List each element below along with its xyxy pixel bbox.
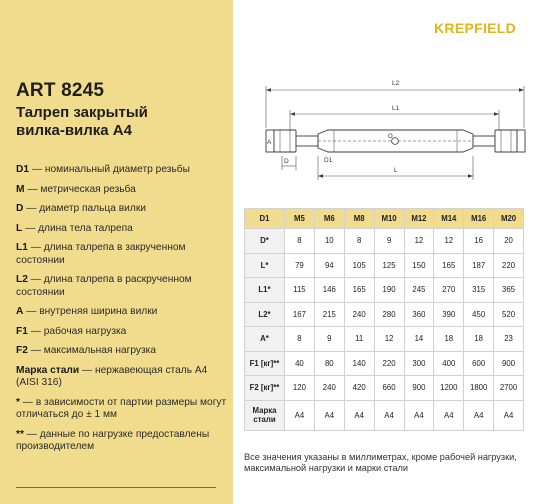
- column-header: M16: [464, 209, 494, 229]
- table-row: [245, 229, 524, 254]
- row-header: A*: [245, 327, 285, 352]
- table-cell: 14: [404, 327, 434, 352]
- definition-item: L1 — длина талрепа в закрученном состоянии: [16, 242, 186, 266]
- table-cell: 12: [374, 327, 404, 352]
- table-cell: 94: [314, 253, 344, 278]
- table-cell: 140: [344, 351, 374, 376]
- table-cell: 270: [434, 278, 464, 303]
- turnbuckle-drawing: [244, 70, 544, 190]
- column-header: M14: [434, 209, 464, 229]
- table-cell: A4: [494, 400, 524, 430]
- column-header: M5: [285, 209, 315, 229]
- table-cell: 18: [464, 327, 494, 352]
- table-cell: 450: [464, 302, 494, 327]
- column-header: D1: [245, 209, 285, 229]
- table-cell: 280: [374, 302, 404, 327]
- table-cell: 660: [374, 376, 404, 401]
- product-name: [16, 104, 226, 140]
- table-cell: A4: [464, 400, 494, 430]
- table-cell: 23: [494, 327, 524, 352]
- label-l2: L2: [392, 80, 400, 87]
- definition-item: L — длина тела талрепа: [16, 222, 133, 234]
- definition-item: D1 — номинальный диаметр резьбы: [16, 164, 190, 175]
- table-cell: 8: [344, 229, 374, 254]
- definition-item: * — в зависимости от партии размеры могут отличаться до ± 1 мм: [16, 396, 227, 420]
- table-cell: 240: [314, 376, 344, 401]
- table-row: [245, 376, 524, 401]
- label-d1: D1: [324, 157, 333, 164]
- column-header: M10: [374, 209, 404, 229]
- definition-item: ** — данные по нагрузке предоставлены производителем: [16, 428, 210, 452]
- table-cell: 900: [404, 376, 434, 401]
- divider: [16, 487, 216, 488]
- table-cell: 120: [285, 376, 315, 401]
- definition-item: F1 — рабочая нагрузка: [16, 325, 127, 337]
- table-cell: 240: [344, 302, 374, 327]
- table-cell: 16: [464, 229, 494, 254]
- definitions-list: [16, 164, 228, 461]
- table-cell: A4: [404, 400, 434, 430]
- label-l1: L1: [392, 105, 400, 112]
- table-row: [245, 253, 524, 278]
- table-cell: 40: [285, 351, 315, 376]
- table-cell: A4: [285, 400, 315, 430]
- table-cell: 420: [344, 376, 374, 401]
- right-fork: [495, 130, 517, 152]
- table-cell: 80: [314, 351, 344, 376]
- table-cell: 167: [285, 302, 315, 327]
- table-cell: 245: [404, 278, 434, 303]
- label-a: A: [267, 139, 272, 146]
- table-cell: 2700: [494, 376, 524, 401]
- specifications-table: [244, 208, 524, 431]
- table-cell: 165: [434, 253, 464, 278]
- table-cell: 1200: [434, 376, 464, 401]
- table-cell: 146: [314, 278, 344, 303]
- label-l: L: [394, 167, 398, 174]
- row-header: L1*: [245, 278, 285, 303]
- row-header: Марка стали: [245, 400, 285, 430]
- product-name-line-1: Талреп закрытый: [16, 104, 148, 121]
- article-number: ART 8245: [16, 80, 105, 101]
- table-cell: A4: [374, 400, 404, 430]
- definition-item: A — внутреняя ширина вилки: [16, 306, 158, 317]
- left-fork: [274, 130, 296, 152]
- table-header-row: [245, 209, 524, 229]
- table-cell: 315: [464, 278, 494, 303]
- left-thread: [296, 136, 318, 146]
- table-cell: 8: [285, 327, 315, 352]
- table-cell: 9: [314, 327, 344, 352]
- table-cell: A4: [434, 400, 464, 430]
- table-cell: 190: [374, 278, 404, 303]
- table-cell: 600: [464, 351, 494, 376]
- table-cell: A4: [314, 400, 344, 430]
- table-cell: 10: [314, 229, 344, 254]
- table-cell: 150: [404, 253, 434, 278]
- definition-item: M — метрическая резьба: [16, 183, 136, 195]
- table-row: [245, 302, 524, 327]
- table-cell: 79: [285, 253, 315, 278]
- table-cell: 12: [404, 229, 434, 254]
- right-fork-pin: [517, 130, 525, 152]
- definition-item: F2 — максимальная нагрузка: [16, 345, 156, 356]
- table-cell: 18: [434, 327, 464, 352]
- table-cell: 12: [434, 229, 464, 254]
- table-cell: 105: [344, 253, 374, 278]
- column-header: M12: [404, 209, 434, 229]
- table-cell: 9: [374, 229, 404, 254]
- info-panel: [0, 0, 233, 504]
- column-header: M6: [314, 209, 344, 229]
- table-cell: 125: [374, 253, 404, 278]
- table-cell: 115: [285, 278, 315, 303]
- row-header: L*: [245, 253, 285, 278]
- right-thread: [473, 136, 495, 146]
- table-cell: 8: [285, 229, 315, 254]
- table-cell: 390: [434, 302, 464, 327]
- label-o: O: [388, 134, 393, 140]
- row-header: D*: [245, 229, 285, 254]
- table-cell: 220: [494, 253, 524, 278]
- table-cell: 360: [404, 302, 434, 327]
- row-header: F1 [кг]**: [245, 351, 285, 376]
- product-name-line-2: вилка-вилка A4: [16, 122, 132, 139]
- definition-item: D — диаметр пальца вилки: [16, 203, 146, 214]
- definition-item: Марка стали — нержавеющая сталь A4 (AISI 316): [16, 364, 208, 388]
- table-cell: 365: [494, 278, 524, 303]
- row-header: L2*: [245, 302, 285, 327]
- table-cell: 165: [344, 278, 374, 303]
- label-d: D: [284, 158, 289, 165]
- table-cell: 520: [494, 302, 524, 327]
- table-cell: 300: [404, 351, 434, 376]
- table-cell: 20: [494, 229, 524, 254]
- table-cell: 215: [314, 302, 344, 327]
- table-cell: A4: [344, 400, 374, 430]
- table-cell: 187: [464, 253, 494, 278]
- table-row: [245, 327, 524, 352]
- table-cell: 900: [494, 351, 524, 376]
- table-cell: 1800: [464, 376, 494, 401]
- row-header: F2 [кг]**: [245, 376, 285, 401]
- brand-logo: KREPFIELD: [434, 20, 517, 36]
- table-cell: 220: [374, 351, 404, 376]
- table-cell: 400: [434, 351, 464, 376]
- column-header: M8: [344, 209, 374, 229]
- column-header: M20: [494, 209, 524, 229]
- table-row: [245, 351, 524, 376]
- table-row: [245, 400, 524, 430]
- table-cell: 11: [344, 327, 374, 352]
- definition-item: L2 — длина талрепа в раскрученном состоянии: [16, 274, 192, 298]
- units-footnote: Все значения указаны в миллиметрах, кроме рабочей нагрузки, максимальной нагрузки и марки стали: [244, 452, 517, 473]
- table-row: [245, 278, 524, 303]
